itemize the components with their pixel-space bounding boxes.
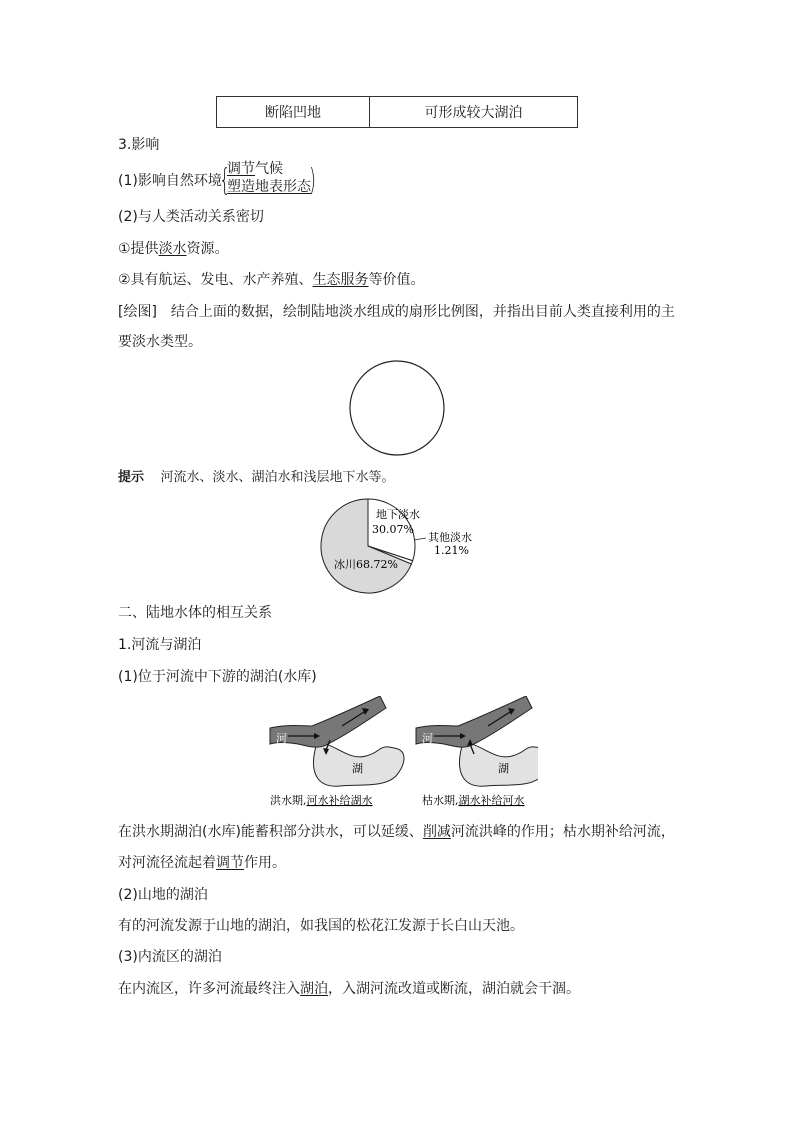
lake-label-1: 湖 <box>352 762 363 775</box>
impact-human-activity: (2)与人类活动关系密切 <box>118 209 264 225</box>
table-cell-type: 断陷凹地 <box>217 97 370 128</box>
pie-value-groundwater: 30.07% <box>372 523 414 536</box>
river-label-1: 河 <box>276 732 287 745</box>
impact-item-climate: 调节气候 <box>227 161 283 177</box>
para-lake-regulation-2: 对河流径流起着调节作用。 <box>118 855 286 871</box>
pie-label-other: 其他淡水 <box>428 531 472 544</box>
right-paren-icon: ) <box>309 163 317 198</box>
fresh-water-pie-chart <box>318 496 488 598</box>
pie-value-other: 1.21% <box>434 544 469 557</box>
question-inland-lake: (3)内流区的湖泊 <box>118 949 222 965</box>
impact-fresh-water: ①提供淡水资源。 <box>118 241 229 257</box>
caption-dry: 枯水期,湖水补给河水 <box>422 794 525 807</box>
blank-pie-circle <box>346 360 450 460</box>
river-label-2: 河 <box>422 732 433 745</box>
river-lake-figure <box>268 696 538 812</box>
table-cell-result: 可形成较大湖泊 <box>370 97 578 128</box>
flood-season-diagram <box>270 696 404 786</box>
left-brace-icon: { <box>219 163 231 198</box>
pie-label-glacier: 冰川68.72% <box>334 558 398 571</box>
draw-task-line-2: 要淡水类型。 <box>118 334 202 350</box>
question-midstream-lake: (1)位于河流中下游的湖泊(水库) <box>118 669 317 685</box>
subsection-river-lake: 1.河流与湖泊 <box>118 637 202 653</box>
lake-label-2: 湖 <box>498 762 509 775</box>
lake-type-table <box>216 96 578 128</box>
para-inland-lake: 在内流区，许多河流最终注入湖泊，入湖河流改道或断流，湖泊就会干涸。 <box>118 981 580 997</box>
para-lake-regulation-1: 在洪水期湖泊(水库)能蓄积部分洪水，可以延缓、削减河流洪峰的作用；枯水期补给河流， <box>118 824 675 840</box>
draw-task-line-1: [绘图] 结合上面的数据，绘制陆地淡水组成的扇形比例图，并指出目前人类直接利用的主 <box>118 304 675 320</box>
section-heading-relations: 二、陆地水体的相互关系 <box>118 605 272 621</box>
impact-value-list: ②具有航运、发电、水产养殖、生态服务等价值。 <box>118 272 425 288</box>
tip-label: 提示 <box>118 470 145 485</box>
para-mountain-lake: 有的河流发源于山地的湖泊，如我国的松花江发源于长白山天池。 <box>118 918 524 934</box>
section-heading-impact: 3.影响 <box>118 137 160 153</box>
impact-item-landform: 塑造地表形态 <box>227 179 311 195</box>
question-mountain-lake: (2)山地的湖泊 <box>118 887 208 903</box>
other-leader-line <box>414 538 426 540</box>
tip-text: 河流水、淡水、湖泊水和浅层地下水等。 <box>160 470 395 485</box>
tip-line <box>118 468 395 488</box>
dry-season-diagram <box>416 696 538 786</box>
pie-label-groundwater: 地下淡水 <box>376 508 420 521</box>
impact-natural-env-label: (1)影响自然环境 <box>118 173 222 189</box>
caption-flood: 洪水期,河水补给湖水 <box>270 794 373 807</box>
